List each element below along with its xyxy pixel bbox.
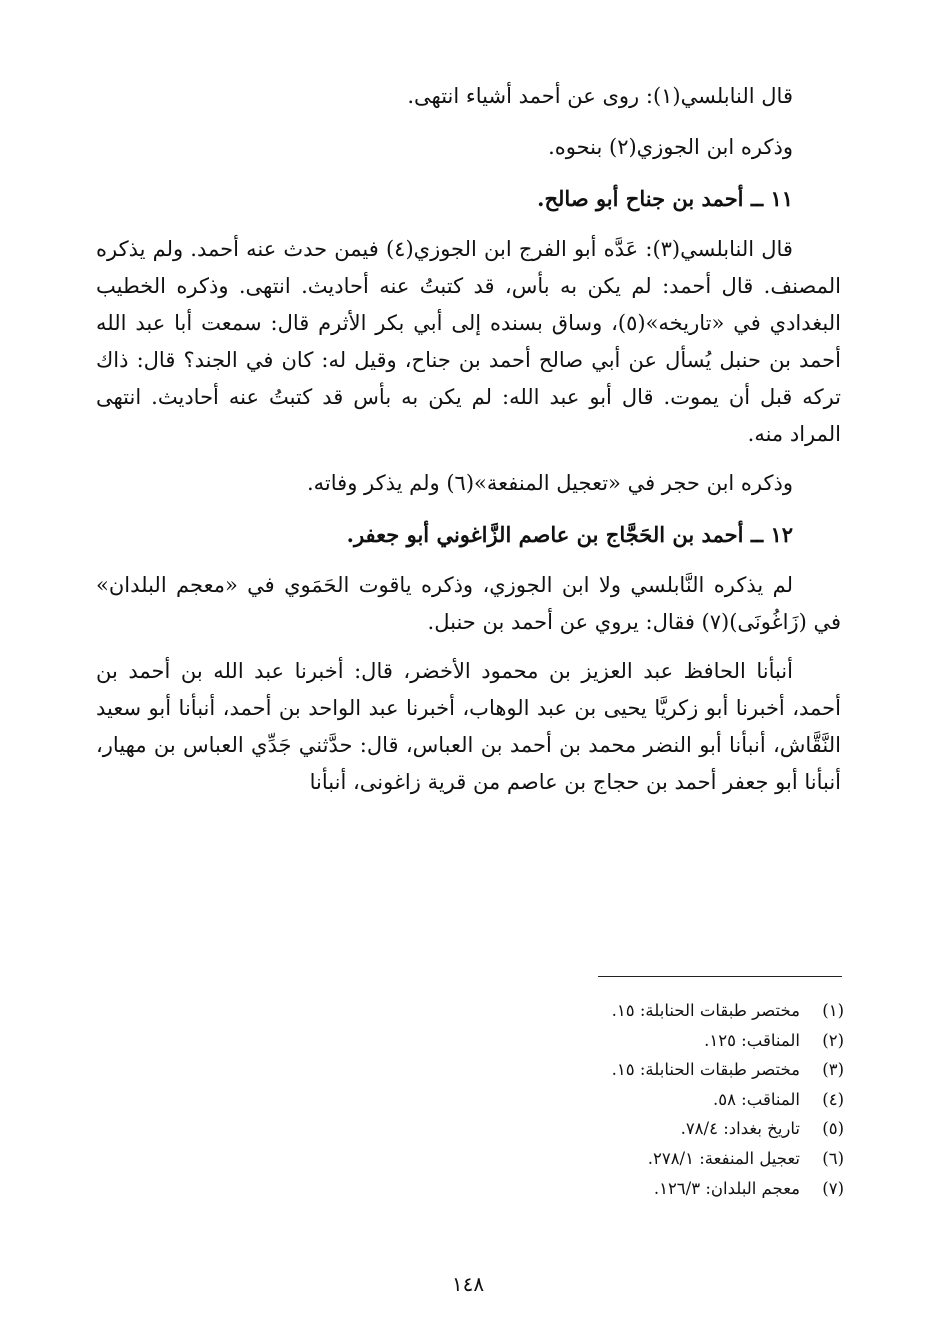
footnote-text: المناقب: ٥٨. xyxy=(712,1089,800,1109)
paragraph-ibn-jawzi: وذكره ابن الجوزي(٢) بنحوه. xyxy=(548,135,793,159)
page-number: ١٤٨ xyxy=(451,1272,485,1296)
entry-heading-12: ١٢ ــ أحمد بن الحَجَّاج بن عاصم الزَّاغوني أبو جعفر. xyxy=(346,522,793,547)
footnote-text: المناقب: ١٢٥. xyxy=(704,1030,800,1050)
footnote-number: (٣) xyxy=(822,1060,844,1080)
paragraph-ibn-hajar: وذكره ابن حجر في «تعجيل المنفعة»(٦) ولم يذكر وفاته. xyxy=(307,471,793,495)
footnote-text: تعجيل المنفعة: ٢٧٨/١. xyxy=(647,1148,800,1168)
paragraph-yaqut: لم يذكره النَّابلسي ولا ابن الجوزي، وذكره ياقوت الحَمَوي في «معجم البلدان» في (زَاغُونَى)(٧) فقال: يروي عن أحمد بن حنبل. xyxy=(96,573,841,634)
footnote-text: تاريخ بغداد: ٧٨/٤. xyxy=(680,1119,800,1139)
footnote-item xyxy=(484,1085,844,1115)
footnote-text: معجم البلدان: ١٢٦/٣. xyxy=(653,1178,800,1198)
footnote-number: (٤) xyxy=(822,1089,844,1109)
footnote-divider xyxy=(598,976,842,977)
footnote-number: (٥) xyxy=(822,1119,844,1139)
footnote-text: مختصر طبقات الحنابلة: ١٥. xyxy=(611,1060,800,1080)
entry-heading-11: ١١ ــ أحمد بن جناح أبو صالح. xyxy=(537,186,793,211)
footnotes xyxy=(484,996,844,1203)
footnote-number: (٧) xyxy=(822,1178,844,1198)
paragraph-nablusi-1: قال النابلسي(١): روى عن أحمد أشياء انتهى. xyxy=(407,84,793,108)
footnote-text: مختصر طبقات الحنابلة: ١٥. xyxy=(611,1001,800,1020)
footnote-item xyxy=(484,996,844,1026)
footnote-item xyxy=(484,1114,844,1144)
footnote-number: (١) xyxy=(822,1001,844,1020)
main-text xyxy=(96,78,841,813)
footnote-number: (٢) xyxy=(822,1030,844,1050)
footnote-item xyxy=(484,1055,844,1085)
paragraph-nablusi-3: قال النابلسي(٣): عَدَّه أبو الفرج ابن الجوزي(٤) فيمن حدث عنه أحمد. ولم يذكره المصنف. قال أحمد: لم يكن به بأس، قد كتبتُ عنه أحاديث. انتهى. وذكره الخطيب البغدادي في «تاريخه»(٥)، وساق بسنده إلى أبي بكر الأثرم قال: سمعت أبا عبد الله أحمد بن حنبل يُسأل عن أبي صالح أحمد بن جناح، وقيل له: كان في الجند؟ قال: ذاك تركه قبل أن يموت. قال أبو عبد الله: لم يكن به بأس قد كتبتُ عنه أحاديث. انتهى المراد منه. xyxy=(96,237,841,446)
footnote-item xyxy=(484,1026,844,1056)
footnote-number: (٦) xyxy=(822,1148,844,1168)
footnote-item xyxy=(484,1174,844,1204)
paragraph-isnad: أنبأنا الحافظ عبد العزيز بن محمود الأخضر، قال: أخبرنا عبد الله بن أحمد بن أحمد، أخبرنا أبو زكريَّا يحيى بن عبد الوهاب، أخبرنا عبد الواحد بن أحمد، أنبأنا أبو سعيد النَّقَّاش، أنبأنا أبو النضر محمد بن أحمد بن العباس، قال: حدَّثني جَدِّي العباس بن مهيار، أنبأنا أبو جعفر أحمد بن حجاج بن عاصم من قرية زاغونى، أنبأنا xyxy=(96,659,841,794)
footnote-item xyxy=(484,1144,844,1174)
